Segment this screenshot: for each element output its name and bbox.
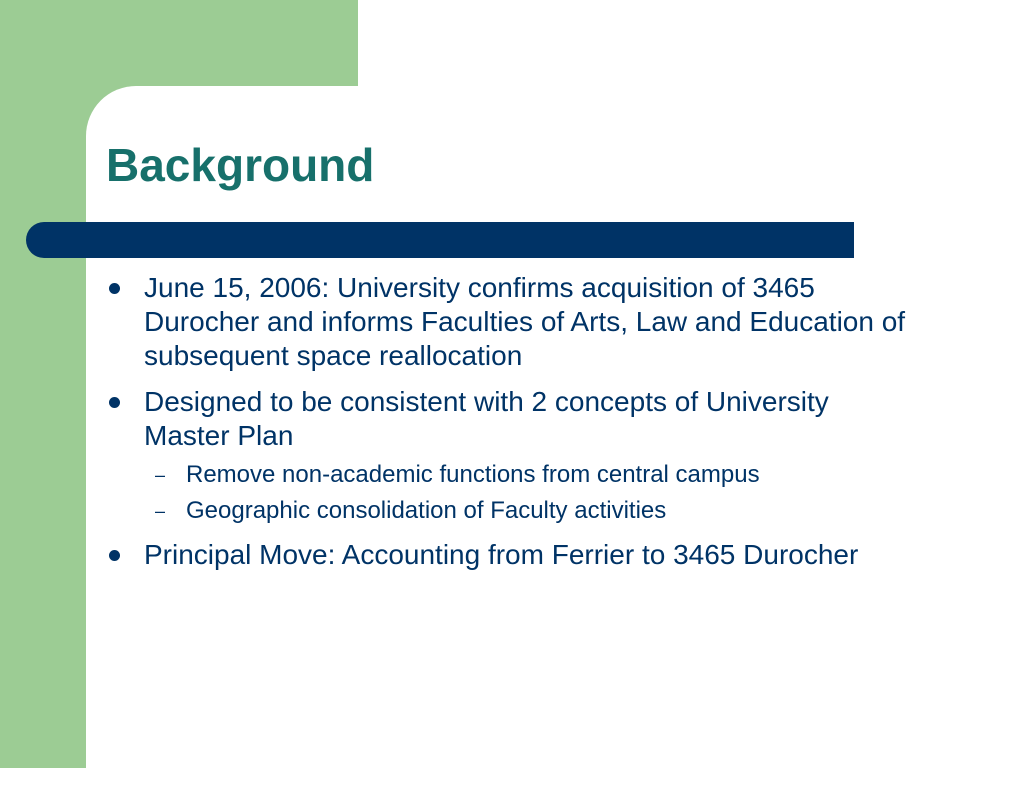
sub-bullet-text: Geographic consolidation of Faculty activities — [186, 497, 667, 524]
bullet-text: Principal Move: Accounting from Ferrier to 3465 Durocher — [144, 539, 859, 570]
sub-bullet-item — [142, 460, 906, 490]
bullet-item — [106, 271, 906, 373]
bullet-dot-icon — [109, 283, 120, 294]
bullet-dot-icon — [109, 397, 120, 408]
bullet-text: June 15, 2006: University confirms acquisition of 3465 Durocher and informs Faculties of Arts, Law and Education of subsequent space reallocation — [144, 272, 906, 371]
dash-icon: – — [155, 465, 166, 485]
sub-bullet-list — [142, 460, 906, 526]
bullet-item — [106, 538, 906, 572]
slide-title: Background — [106, 139, 375, 191]
sub-bullet-text: Remove non-academic functions from central campus — [186, 461, 760, 488]
bullet-list — [106, 271, 906, 584]
bullet-dot-icon — [109, 550, 120, 561]
bullet-item — [106, 385, 906, 526]
dash-icon: – — [155, 501, 166, 521]
sub-bullet-item — [142, 496, 906, 526]
bullet-text: Designed to be consistent with 2 concepts of University Master Plan — [144, 386, 829, 451]
title-divider-bar — [26, 222, 854, 258]
